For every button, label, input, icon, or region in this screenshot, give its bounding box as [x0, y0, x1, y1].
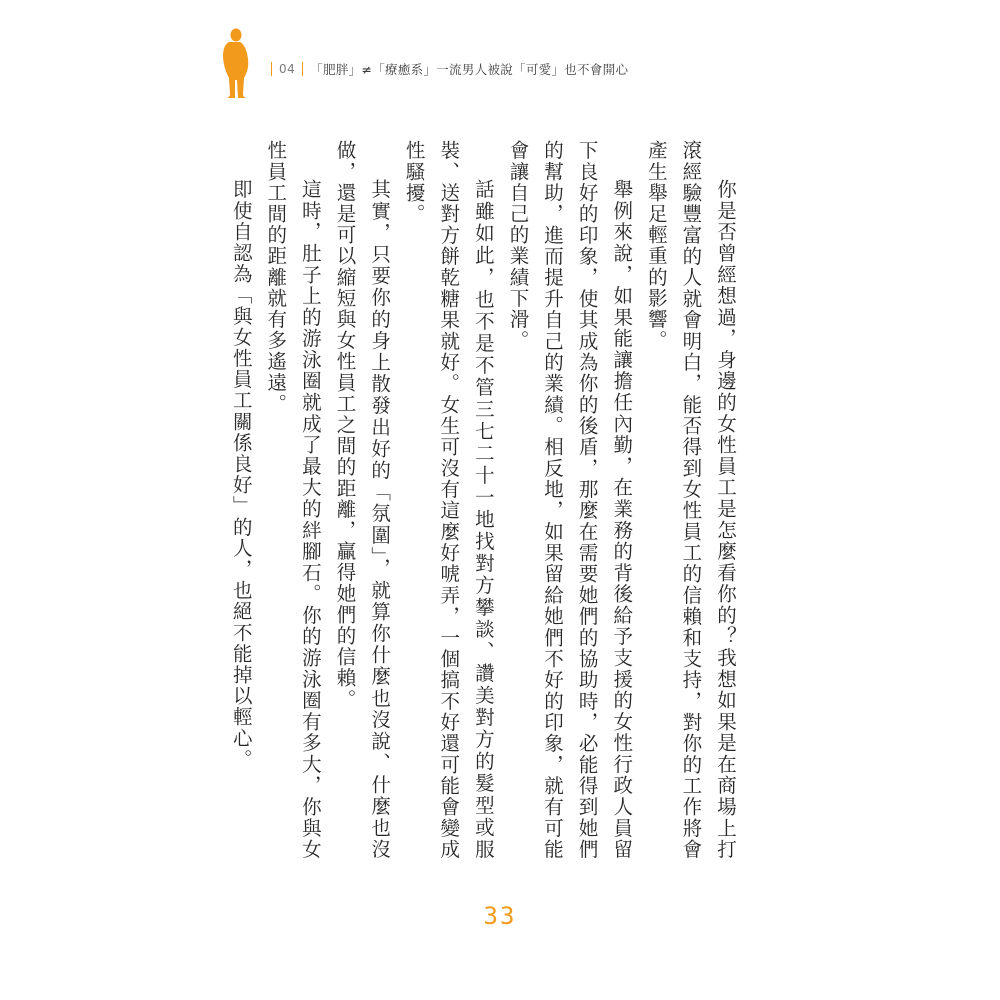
vertical-body-text: [229, 140, 742, 860]
person-silhouette-icon: [215, 28, 255, 100]
chapter-number: 04: [279, 62, 296, 76]
paragraph: 舉例來說，如果能讓擔任內勤，在業務的背後給予支援的女性行政人員留下良好的印象，使其成為你的後盾，那麼在需要她們的協助時，必能得到她們的幫助，進而提升自己的業績。相反地，如果留給她們不好的印象，就有可能會讓自己的業績下滑。: [506, 140, 634, 860]
page-number: 33: [483, 902, 517, 930]
paragraph: 話雖如此，也不是不管三七二十一地找對方攀談、讚美對方的髮型或服裝、送對方餅乾糖果就好。女生可沒有這麼好唬弄，一個搞不好還可能會變成性騷擾。: [402, 140, 495, 860]
paragraph: 你是否曾經想過，身邊的女性員工是怎麼看你的？我想如果是在商場上打滾經驗豐富的人就會明白，能否得到女性員工的信賴和支持，對你的工作將會產生舉足輕重的影響。: [644, 140, 737, 860]
paragraph: 即使自認為「與女性員工關係良好」的人，也絕不能掉以輕心。: [229, 179, 253, 770]
header-divider: [271, 62, 272, 76]
running-header: [264, 58, 628, 80]
header-divider: [302, 62, 303, 76]
paragraph: 這時，肚子上的游泳圈就成了最大的絆腳石。你的游泳圈有多大，你與女性員工間的距離就有多遙遠。: [264, 140, 322, 860]
chapter-title: 「肥胖」≠「療癒系」一流男人被說「可愛」也不會開心: [310, 62, 629, 77]
paragraph: 其實，只要你的身上散發出好的「氛圍」，就算你什麼也沒說、什麼也沒做，還是可以縮短與女性員工之間的距離，贏得她們的信賴。: [333, 140, 392, 860]
